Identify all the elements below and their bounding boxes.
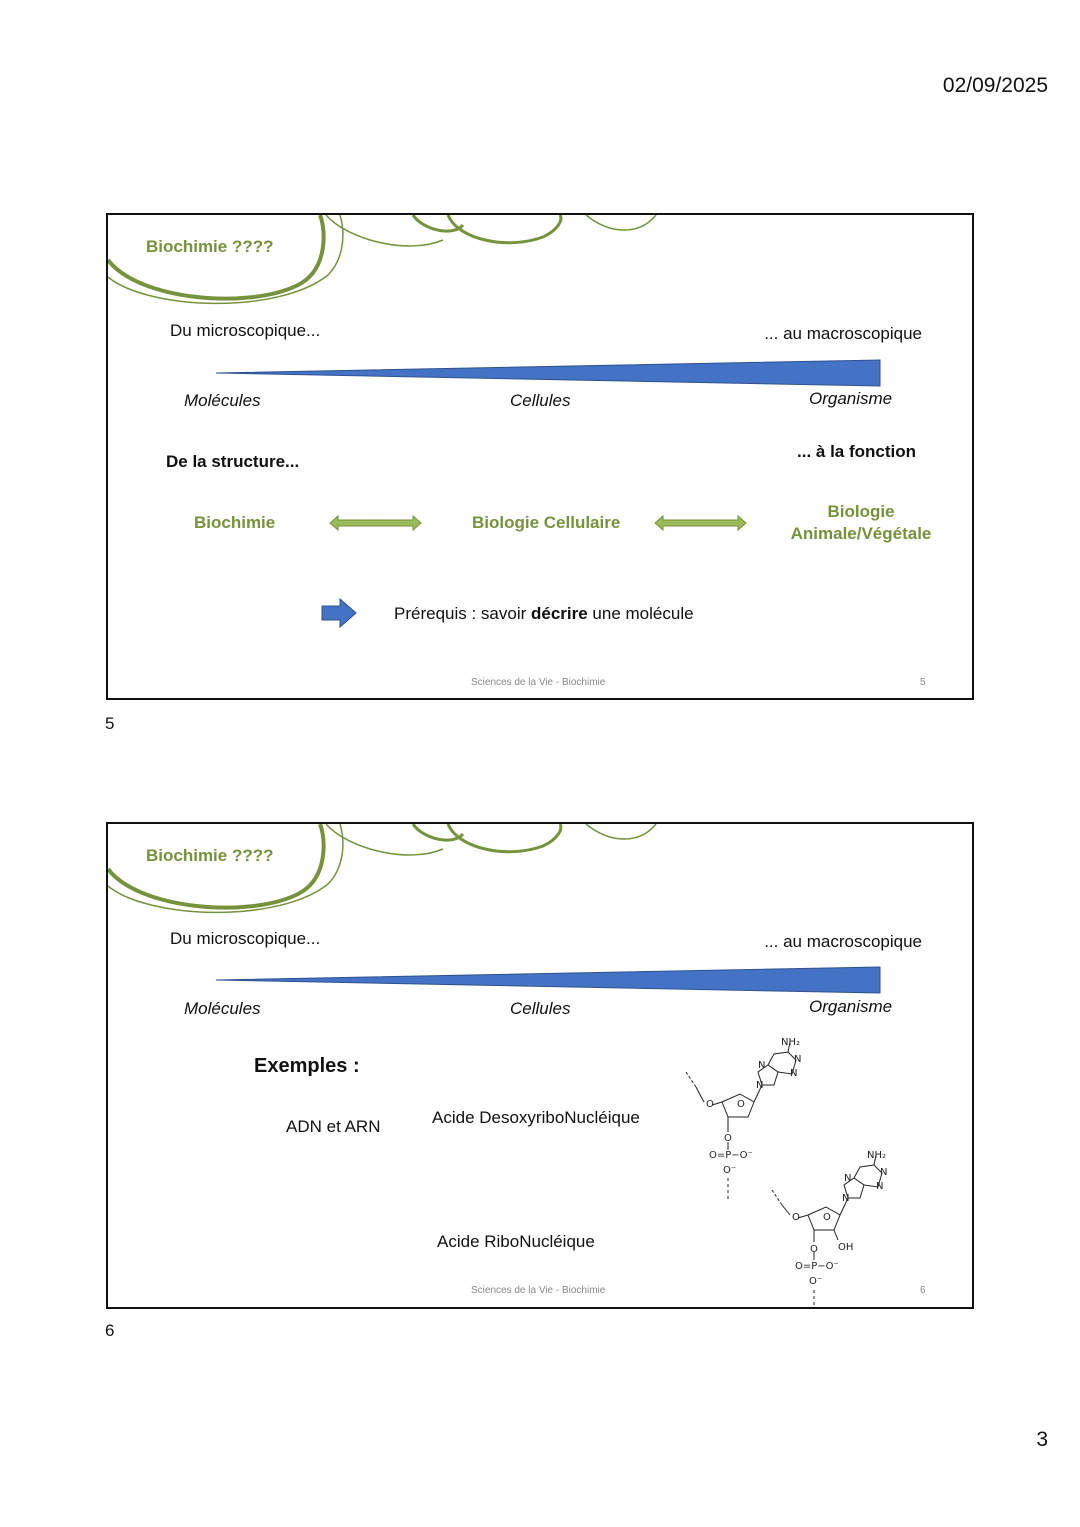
prerequis-before: Prérequis : savoir	[394, 604, 531, 623]
structure-label: De la structure...	[166, 452, 300, 471]
slide-page-number: 6	[920, 1285, 926, 1296]
discipline-biochimie: Biochimie	[194, 513, 276, 532]
slide-6	[106, 822, 974, 1309]
discipline-biologie-cellulaire: Biologie Cellulaire	[472, 513, 621, 532]
ring-oxygen-label: O	[737, 1099, 745, 1110]
oxygen-label: O	[706, 1099, 714, 1110]
nitrogen-label: N	[842, 1193, 850, 1204]
nitrogen-label: N	[880, 1167, 888, 1178]
discipline-biologie-animale	[776, 502, 946, 544]
nitrogen-label: N	[758, 1060, 766, 1071]
page-date: 02/09/2025	[942, 74, 1048, 97]
scale-organisme: Organisme	[809, 997, 893, 1016]
macro-label: ... au macroscopique	[764, 324, 922, 343]
arrow-right-icon	[320, 597, 358, 629]
adn-label: Acide DesoxyriboNucléique	[432, 1108, 640, 1127]
nitrogen-label: N	[794, 1054, 802, 1065]
phosphate-group-label: O=P−O⁻	[709, 1150, 753, 1161]
slide-number-label: 6	[105, 1321, 115, 1340]
prerequis-text	[394, 604, 694, 624]
prerequis-bold: décrire	[531, 604, 588, 623]
double-arrow-left	[329, 514, 423, 532]
rna-nucleotide-structure	[764, 1142, 914, 1309]
oxygen-label: O	[792, 1212, 800, 1223]
micro-label: Du microscopique...	[170, 321, 321, 340]
slide-decoration	[108, 215, 974, 335]
slide-decoration	[108, 824, 974, 944]
slide-page-number: 5	[920, 677, 926, 688]
phosphate-oxygen-label: O	[724, 1133, 732, 1144]
hydroxyl-label: OH	[838, 1242, 854, 1253]
discipline-line-2: Animale/Végétale	[790, 524, 932, 543]
micro-label: Du microscopique...	[170, 929, 321, 948]
scale-molecules: Molécules	[184, 999, 261, 1018]
slide-title: Biochimie ????	[146, 846, 274, 865]
nitrogen-label: N	[790, 1068, 798, 1079]
scale-organisme: Organisme	[809, 389, 893, 408]
nitrogen-label: N	[756, 1080, 764, 1091]
macro-label: ... au macroscopique	[764, 932, 922, 951]
phosphate-o-minus-label: O⁻	[723, 1165, 737, 1176]
fonction-label: ... à la fonction	[797, 442, 917, 461]
phosphate-oxygen-label: O	[810, 1244, 818, 1255]
phosphate-o-minus-label: O⁻	[809, 1276, 823, 1287]
double-arrow-right	[654, 514, 748, 532]
ring-oxygen-label: O	[823, 1212, 831, 1223]
slide-title: Biochimie ????	[146, 237, 274, 256]
slide-5	[106, 213, 974, 700]
nitrogen-label: N	[876, 1181, 884, 1192]
scale-cellules: Cellules	[510, 999, 571, 1018]
slide-footer: Sciences de la Vie - Biochimie	[471, 1285, 606, 1296]
slide-footer: Sciences de la Vie - Biochimie	[471, 677, 606, 688]
prerequis-after: une molécule	[587, 604, 694, 623]
amine-label: NH₂	[867, 1150, 887, 1161]
scale-cellules: Cellules	[510, 391, 571, 410]
scale-wedge	[214, 359, 882, 387]
discipline-line-1: Biologie	[827, 502, 895, 521]
amine-label: NH₂	[781, 1037, 801, 1048]
page-number: 3	[1036, 1428, 1048, 1451]
slide-number-label: 5	[105, 714, 115, 733]
arn-label: Acide RiboNucléique	[437, 1232, 595, 1251]
examples-title: Exemples :	[254, 1055, 360, 1077]
phosphate-group-label: O=P−O⁻	[795, 1261, 839, 1272]
adn-arn-label: ADN et ARN	[286, 1117, 381, 1136]
scale-wedge	[214, 966, 882, 994]
nitrogen-label: N	[844, 1173, 852, 1184]
scale-molecules: Molécules	[184, 391, 261, 410]
